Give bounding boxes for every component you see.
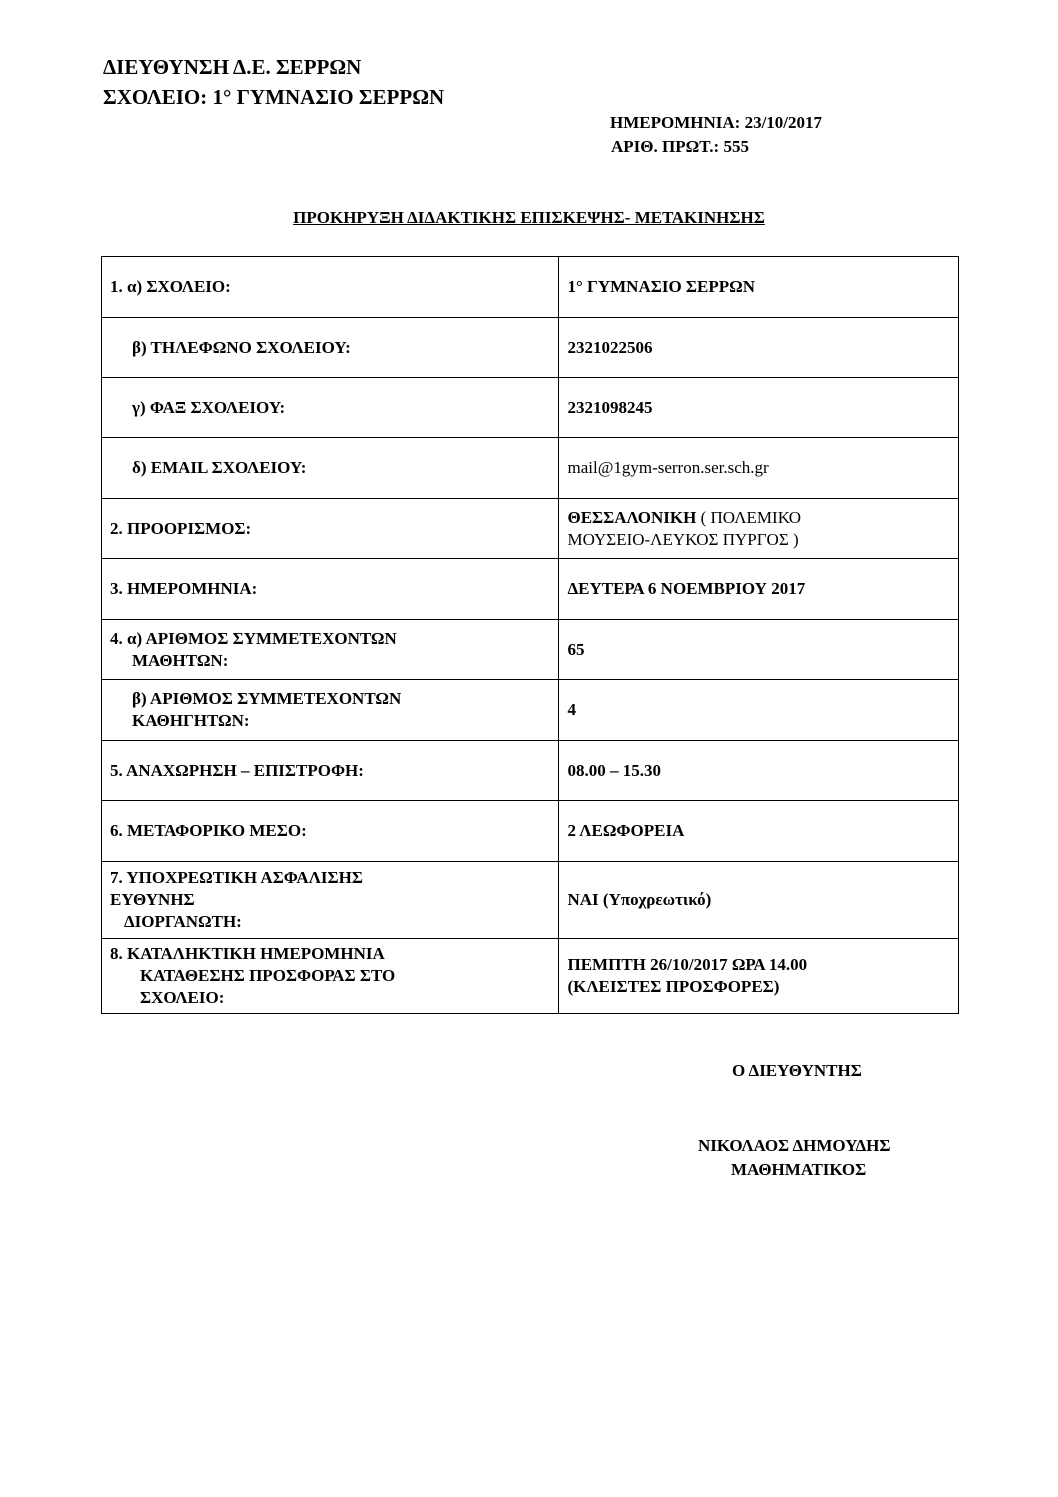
row-label: β) ΤΗΛΕΦΩΝΟ ΣΧΟΛΕΙΟΥ:: [102, 318, 559, 378]
table-row: [102, 499, 959, 559]
row-value: 2 ΛΕΩΦΟΡΕΙΑ: [559, 801, 959, 862]
deadline-line: ΠΕΜΠΤΗ 26/10/2017 ΩΡΑ 14.00: [567, 955, 808, 974]
row-label-line: ΕΥΘΥΝΗΣ: [110, 890, 195, 909]
table-row: [102, 378, 959, 438]
table-row: [102, 257, 959, 318]
table-row: [102, 862, 959, 939]
row-value: ΝΑΙ (Υποχρεωτικό): [559, 862, 959, 939]
row-label: [102, 862, 559, 939]
deadline-note: (ΚΛΕΙΣΤΕΣ ΠΡΟΣΦΟΡΕΣ): [567, 977, 780, 996]
row-label-line: ΚΑΘΗΓΗΤΩΝ:: [132, 711, 250, 730]
row-value: [559, 939, 959, 1014]
row-label: 6. ΜΕΤΑΦΟΡΙΚΟ ΜΕΣΟ:: [102, 801, 559, 862]
document-meta: [610, 111, 822, 159]
row-label: γ) ΦΑΞ ΣΧΟΛΕΙΟΥ:: [102, 378, 559, 438]
row-label: [102, 620, 559, 680]
row-value: mail@1gym-serron.ser.sch.gr: [559, 438, 959, 499]
directorate-line: ΔΙΕΥΘΥΝΣΗ Δ.Ε. ΣΕΡΡΩΝ: [103, 55, 362, 79]
signature-name: ΝΙΚΟΛΑΟΣ ΔΗΜΟΥΔΗΣ: [698, 1136, 891, 1155]
table-row: [102, 559, 959, 620]
row-value: 1° ΓΥΜΝΑΣΙΟ ΣΕΡΡΩΝ: [559, 257, 959, 318]
row-value: [559, 499, 959, 559]
row-value: 65: [559, 620, 959, 680]
row-value: ΔΕΥΤΕΡΑ 6 ΝΟΕΜΒΡΙΟΥ 2017: [559, 559, 959, 620]
row-label: 1. α) ΣΧΟΛΕΙΟ:: [102, 257, 559, 318]
table-row: [102, 741, 959, 801]
table-row: [102, 801, 959, 862]
destination-detail: ( ΠΟΛΕΜΙΚΟ: [696, 507, 802, 527]
row-value: 2321022506: [559, 318, 959, 378]
page-title: ΠΡΟΚΗΡΥΞΗ ΔΙΔΑΚΤΙΚΗΣ ΕΠΙΣΚΕΨΗΣ- ΜΕΤΑΚΙΝΗΣΗΣ: [293, 208, 765, 227]
signature-role: Ο ΔΙΕΥΘΥΝΤΗΣ: [732, 1061, 862, 1080]
table-row: [102, 318, 959, 378]
table-row: [102, 620, 959, 680]
signature-title: ΜΑΘΗΜΑΤΙΚΟΣ: [731, 1160, 867, 1179]
row-label-line: 4. α) ΑΡΙΘΜΟΣ ΣΥΜΜΕΤΕΧΟΝΤΩΝ: [110, 628, 397, 648]
school-line: ΣΧΟΛΕΙΟ: 1° ΓΥΜΝΑΣΙΟ ΣΕΡΡΩΝ: [103, 85, 445, 109]
table-row: [102, 939, 959, 1014]
row-value: 08.00 – 15.30: [559, 741, 959, 801]
row-label-line: 8. ΚΑΤΑΛΗΚΤΙΚΗ ΗΜΕΡΟΜΗΝΙΑ: [110, 944, 385, 963]
row-label-line: ΜΑΘΗΤΩΝ:: [132, 650, 229, 670]
row-label-line: ΔΙΟΡΓΑΝΩΤΗ:: [124, 912, 242, 931]
document-date: ΗΜΕΡΟΜΗΝΙΑ: 23/10/2017: [610, 113, 823, 132]
row-label: δ) EMAIL ΣΧΟΛΕΙΟΥ:: [102, 438, 559, 499]
table-row: [102, 680, 959, 741]
row-label: [102, 680, 559, 741]
row-label-line: β) ΑΡΙΘΜΟΣ ΣΥΜΜΕΤΕΧΟΝΤΩΝ: [132, 689, 402, 708]
row-label: 5. ΑΝΑΧΩΡΗΣΗ – ΕΠΙΣΤΡΟΦΗ:: [102, 741, 559, 801]
destination-city: ΘΕΣΣΑΛΟΝΙΚΗ: [567, 507, 697, 527]
protocol-number: ΑΡΙΘ. ΠΡΩΤ.: 555: [611, 137, 749, 156]
row-label-line: ΣΧΟΛΕΙΟ:: [140, 988, 225, 1007]
row-label: [102, 939, 559, 1014]
row-label: 3. ΗΜΕΡΟΜΗΝΙΑ:: [102, 559, 559, 620]
row-label: 2. ΠΡΟΟΡΙΣΜΟΣ:: [102, 499, 559, 559]
row-label-line: ΚΑΤΑΘΕΣΗΣ ΠΡΟΣΦΟΡΑΣ ΣΤΟ: [140, 966, 396, 985]
destination-detail-line2: ΜΟΥΣΕΙΟ-ΛΕΥΚΟΣ ΠΥΡΓΟΣ ): [567, 529, 799, 549]
row-value: 2321098245: [559, 378, 959, 438]
announcement-table: [101, 256, 959, 1014]
document-header: [103, 52, 444, 112]
row-value: 4: [559, 680, 959, 741]
row-label-line: 7. ΥΠΟΧΡΕΩΤΙΚΗ ΑΣΦΑΛΙΣΗΣ: [110, 868, 363, 887]
table-row: [102, 438, 959, 499]
